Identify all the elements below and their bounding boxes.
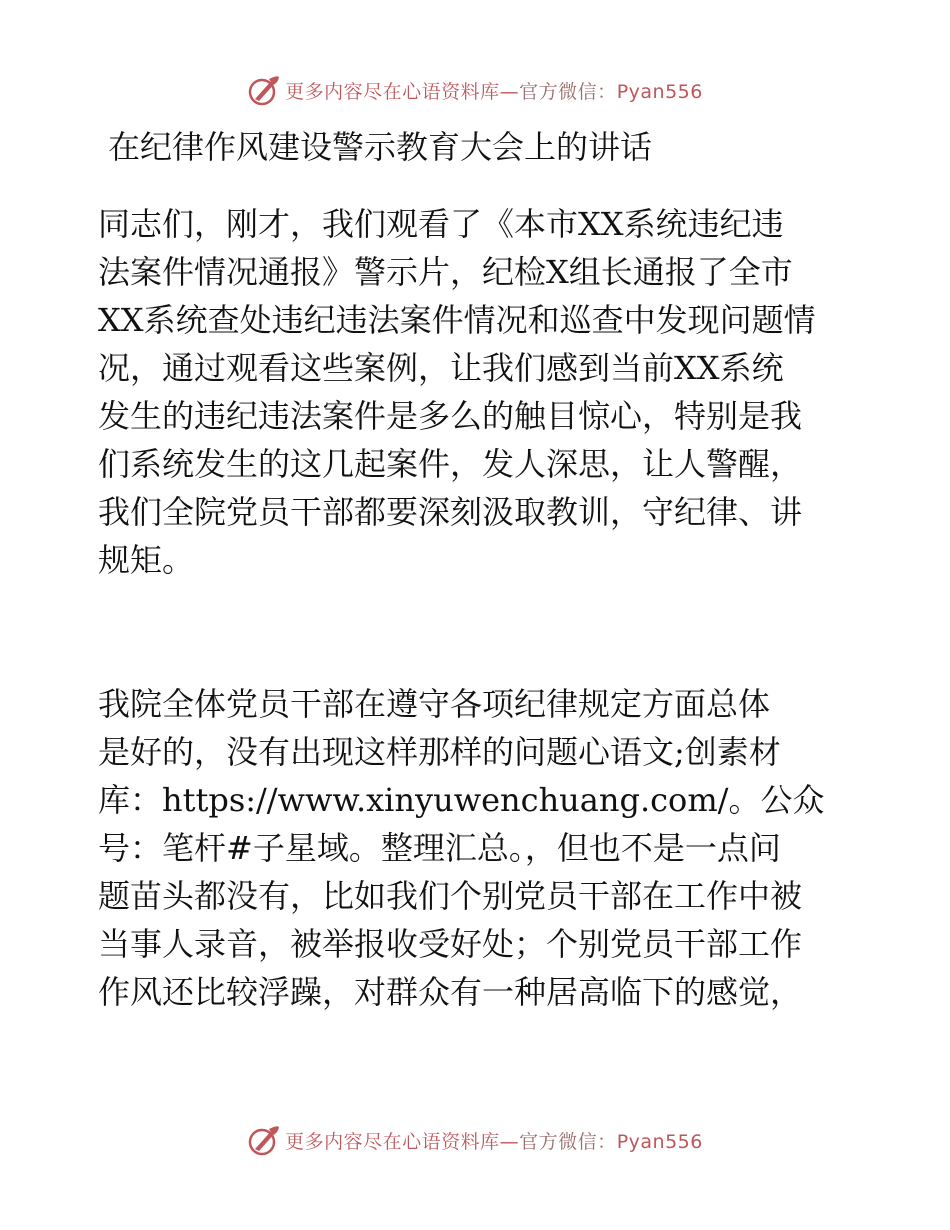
paragraph-line: 们系统发生的这几起案件，发人深思，让人警醒， (98, 445, 803, 483)
paragraph-line: 我们全院党员干部都要深刻汲取教训，守纪律、讲 (98, 493, 803, 531)
paragraph-2 (98, 680, 858, 1016)
paragraph-line: 发生的违纪违法案件是多么的触目惊心，特别是我 (98, 397, 803, 435)
paragraph-line: XX系统查处违纪违法案件情况和巡查中发现问题情 (98, 301, 816, 339)
quill-pen-logo-icon (247, 1123, 281, 1157)
quill-pen-logo-icon (247, 73, 281, 107)
paragraph-line: 题苗头都没有，比如我们个别党员干部在工作中被 (98, 877, 803, 915)
watermark-site-name: 更多内容尽在心语资料库 (285, 1130, 500, 1153)
paragraph-line: 是好的，没有出现这样那样的问题心语文;创素材 (98, 733, 781, 771)
paragraph-line: 号：笔杆#子星域。整理汇总。，但也不是一点问 (98, 829, 781, 867)
paragraph-line: 规矩。 (98, 541, 195, 579)
footer-watermark-banner (0, 1120, 950, 1160)
paragraph-line: 法案件情况通报》警示片，纪检X组长通报了全市 (98, 253, 793, 291)
header-watermark-banner (0, 70, 950, 110)
paragraph-line: 作风还比较浮躁，对群众有一种居高临下的感觉， (98, 973, 803, 1011)
watermark-official-label: 官方微信： (519, 1130, 617, 1153)
paragraph-line: 同志们，刚才，我们观看了《本市XX系统违纪违 (98, 205, 784, 243)
document-title: 在纪律作风建设警示教育大会上的讲话 (108, 128, 653, 166)
watermark-wechat-id: Pyan556 (616, 80, 703, 103)
watermark-official-label: 官方微信： (519, 80, 617, 103)
paragraph-line: 况，通过观看这些案例，让我们感到当前XX系统 (98, 349, 784, 387)
watermark-site-name: 更多内容尽在心语资料库 (285, 80, 500, 103)
paragraph-1 (98, 200, 858, 584)
paragraph-line: 当事人录音，被举报收受好处；个别党员干部工作 (98, 925, 803, 963)
paragraph-line: 我院全体党员干部在遵守各项纪律规定方面总体 (98, 685, 771, 723)
paragraph-line: 库：https://www.xinyuwenchuang.com/。公众 (98, 781, 825, 819)
watermark-separator: — (499, 1130, 520, 1153)
watermark-separator: — (499, 80, 520, 103)
watermark-text (285, 1127, 703, 1154)
watermark-wechat-id: Pyan556 (616, 1130, 703, 1153)
watermark-text (285, 77, 703, 104)
